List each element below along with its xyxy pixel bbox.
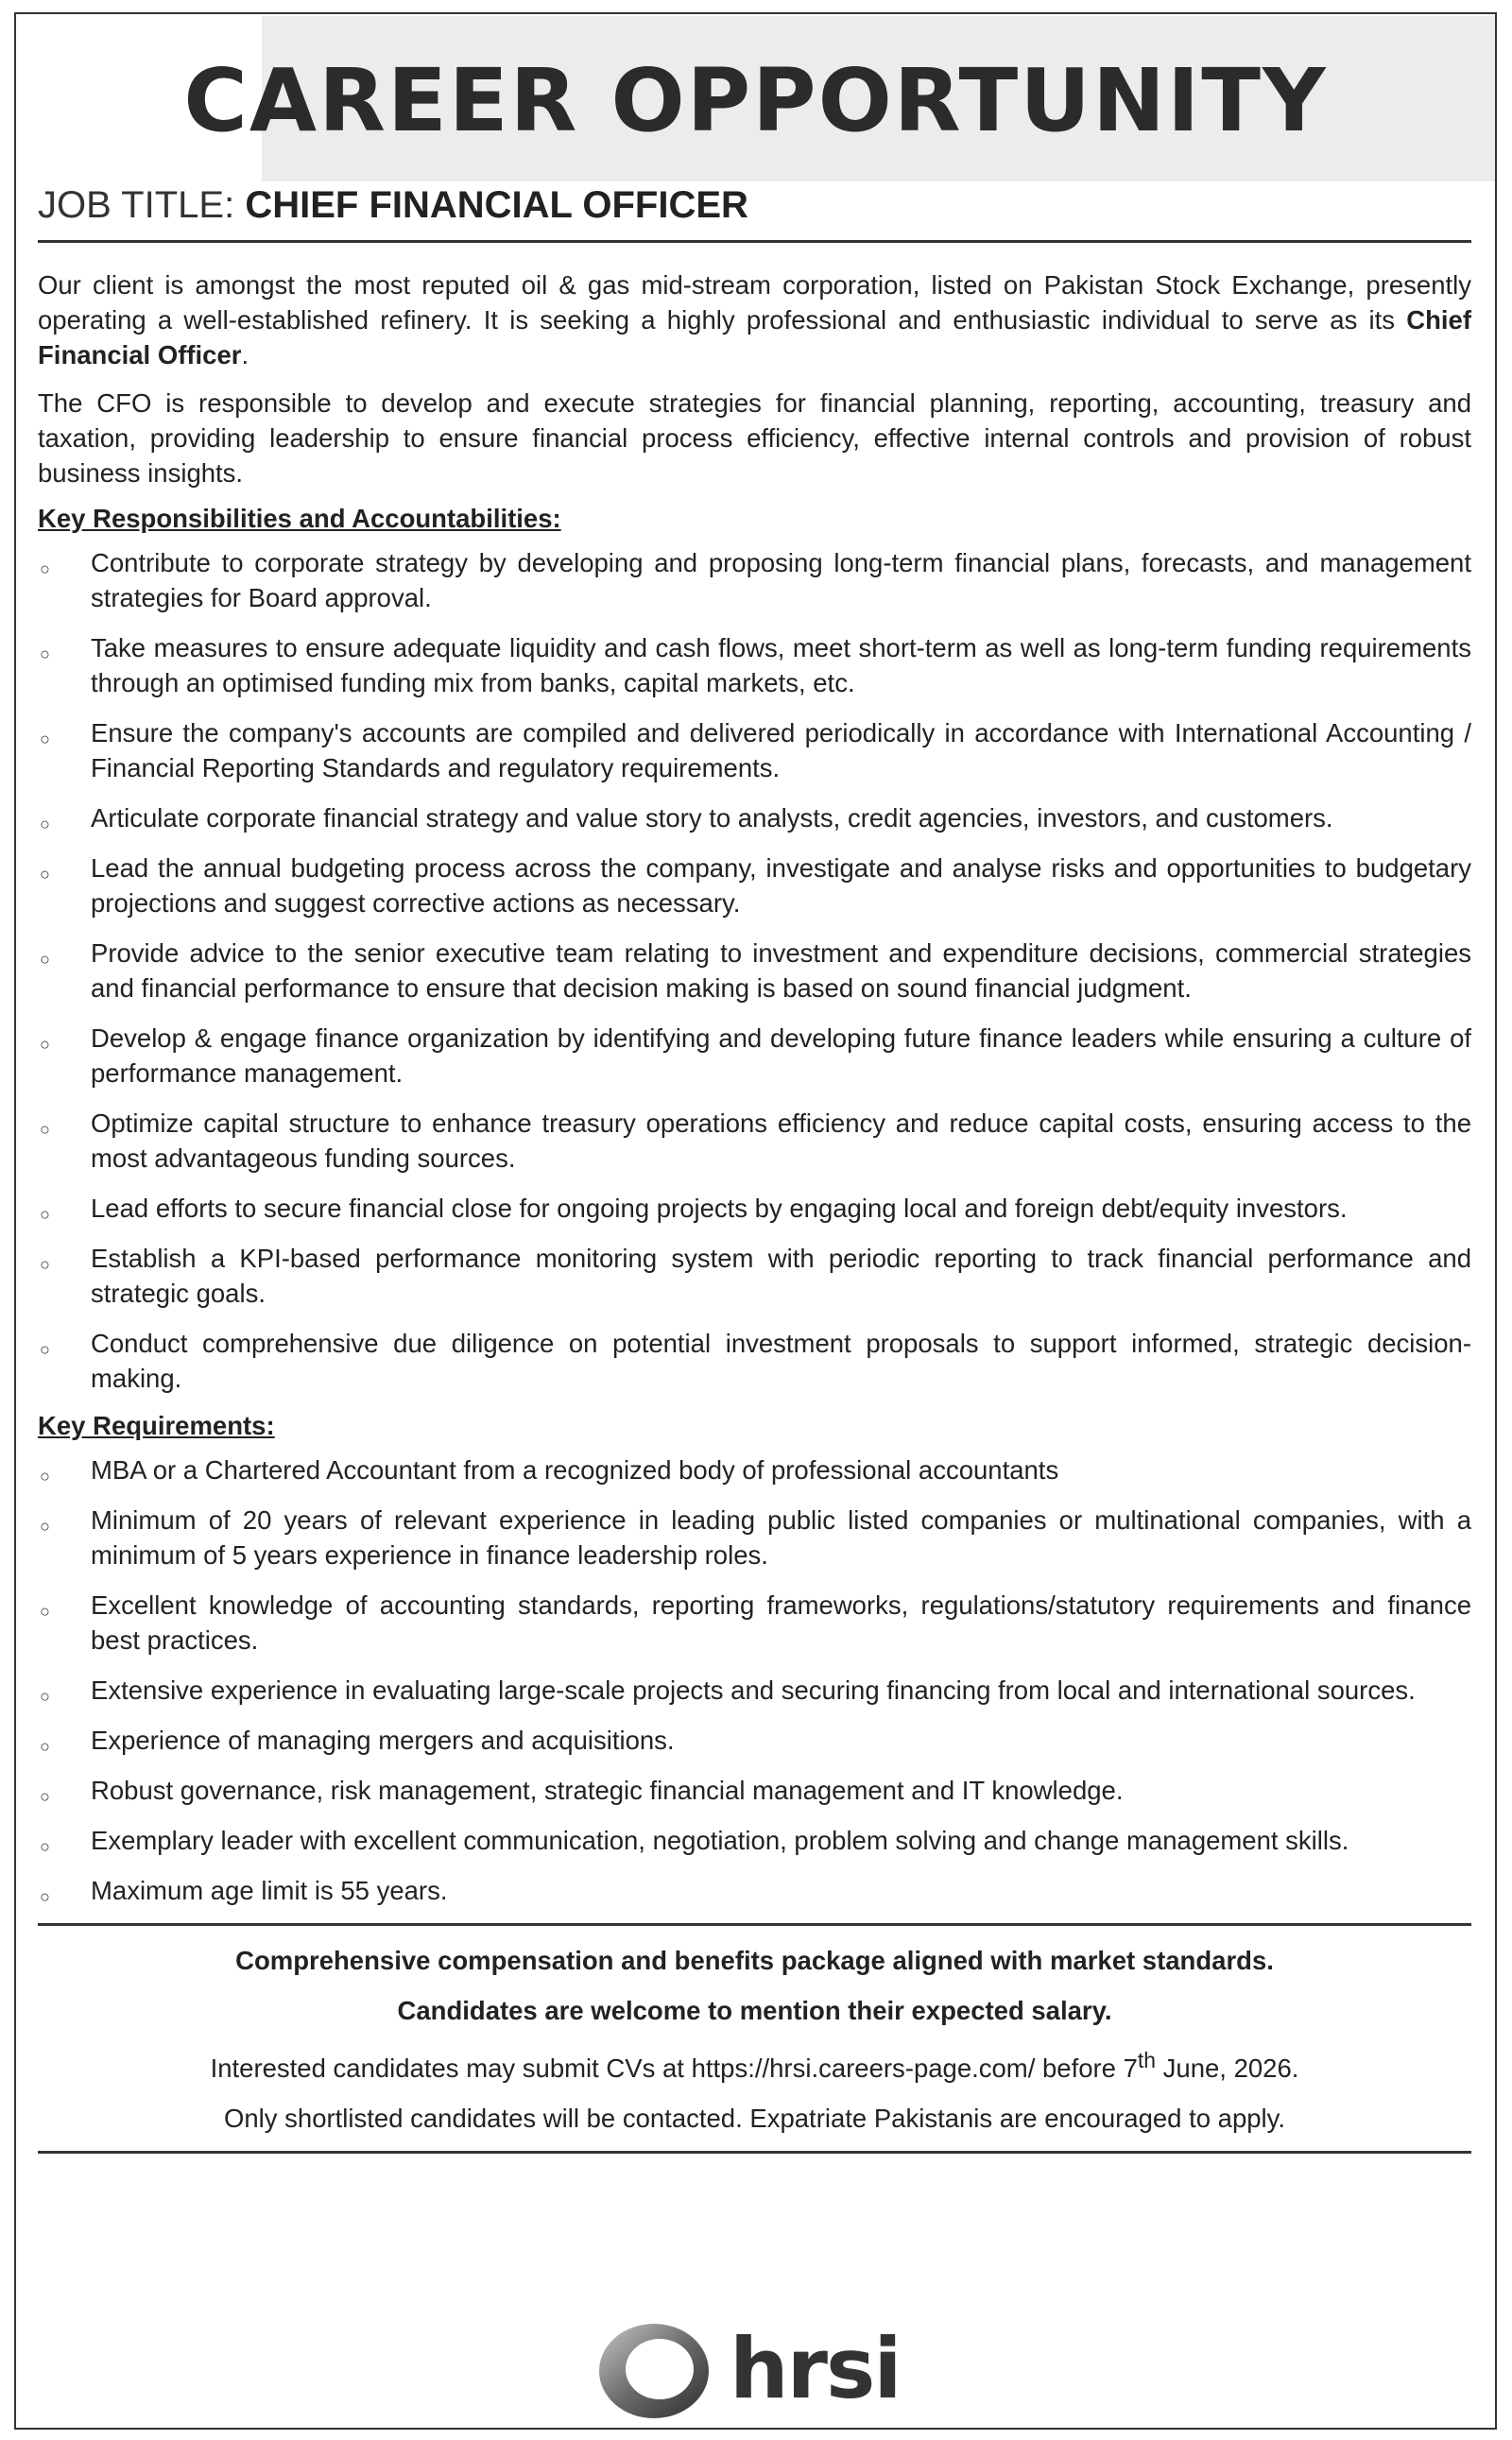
shortlist-note: Only shortlisted candidates will be contacted. Expatriate Pakistanis are encouraged to apply. [223,2104,1286,2134]
cfo-description: The CFO is responsible to develop and execute strategies for financial planning, reporting, accounting, treasury and taxation, providing leadership to ensure financial process efficiency, effective internal controls and provision of robust business insights. [38,388,1471,488]
responsibility-item [38,800,1471,835]
divider-bottom [38,2151,1471,2154]
requirement-item [38,1452,1471,1487]
responsibility-item [38,936,1471,1005]
requirement-item [38,1823,1471,1858]
deadline-sup: th [1137,2048,1157,2072]
requirement-text: Exemplary leader with excellent communication, negotiation, problem solving and change management skills. [91,1826,1349,1855]
responsibility-text: Lead the annual budgeting process across the company, investigate and analyse risks and opportunities to budgetary projections and suggest corrective actions as necessary. [91,853,1471,918]
bullet-icon: ○ [40,1517,50,1536]
requirement-text: Experience of managing mergers and acquisitions. [91,1726,675,1755]
responsibility-text: Optimize capital structure to enhance treasury operations efficiency and reduce capital costs, ensuring access to the most advantageous funding sources. [91,1108,1471,1173]
closing-section [38,1943,1471,2136]
responsibility-item [38,715,1471,785]
bullet-icon: ○ [40,730,50,748]
hrsi-logo [588,2312,928,2426]
responsibility-text: Provide advice to the senior executive team relating to investment and expenditure decisions, commercial strategies and financial performance to ensure that decision making is based on sound financial judgment. [91,938,1471,1003]
responsibility-text: Establish a KPI-based performance monitoring system with periodic reporting to track financial performance and strategic goals. [91,1244,1471,1308]
job-title-label: JOB TITLE: [38,184,235,226]
divider [38,1923,1471,1926]
bullet-icon: ○ [40,815,50,833]
requirement-text: Excellent knowledge of accounting standards, reporting frameworks, regulations/statutory requirements and finance best practices. [91,1590,1471,1655]
bullet-icon: ○ [40,1737,50,1756]
requirement-text: Robust governance, risk management, strategic financial management and IT knowledge. [91,1776,1124,1805]
requirement-text: Minimum of 20 years of relevant experience in leading public listed companies or multinational companies, with a minimum of 5 years experience in finance leadership roles. [91,1505,1471,1570]
bullet-icon: ○ [40,1205,50,1224]
responsibilities-list [38,545,1471,1396]
deadline-text: before 7 [1035,2053,1138,2084]
responsibility-text: Contribute to corporate strategy by developing and proposing long-term financial plans, forecasts, and management strategies for Board approval. [91,548,1471,612]
responsibility-text: Ensure the company's accounts are compiled and delivered periodically in accordance with International Accounting / Financial Reporting Standards and regulatory requirements. [91,718,1471,782]
page-title: CAREER OPPORTUNITY [183,50,1328,151]
application-note [38,2043,1471,2086]
requirement-item [38,1773,1471,1808]
requirements-heading: Key Requirements: [38,1411,275,1440]
responsibility-text: Lead efforts to secure financial close for ongoing projects by engaging local and foreign debt/equity investors. [91,1194,1348,1223]
bullet-icon: ○ [40,1837,50,1856]
careers-link[interactable]: https://hrsi.careers-page.com/ [691,2053,1036,2084]
responsibility-text: Take measures to ensure adequate liquidity and cash flows, meet short-term as well as long-term funding requirements through an optimised funding mix from banks, capital markets, etc. [91,633,1471,697]
intro-role: Chief Financial Officer [38,305,1471,369]
bullet-icon: ○ [40,1467,50,1486]
intro-paragraph [38,267,1471,372]
bullet-icon: ○ [40,1035,50,1054]
requirement-text: MBA or a Chartered Accountant from a recognized body of professional accountants [91,1455,1059,1485]
responsibility-text: Articulate corporate financial strategy and value story to analysts, credit agencies, investors, and customers. [91,803,1333,833]
requirement-item [38,1588,1471,1658]
application-text: Interested candidates may submit CVs at [210,2053,692,2084]
bullet-icon: ○ [40,1602,50,1621]
requirement-item [38,1503,1471,1572]
bullet-icon: ○ [40,559,50,578]
bullet-icon: ○ [40,1340,50,1359]
bullet-icon: ○ [40,1887,50,1906]
job-title [38,184,1471,243]
compensation-note: Comprehensive compensation and benefits package aligned with market standards. [235,1946,1274,1975]
responsibility-item [38,1191,1471,1226]
intro-text: Our client is amongst the most reputed oil & gas mid-stream corporation, listed on Pakistan Stock Exchange, presently operating a well-established refinery. It is seeking a highly professional and enthusiastic individual to serve as its [38,270,1471,335]
responsibility-item [38,1021,1471,1091]
responsibility-text: Conduct comprehensive due diligence on potential investment proposals to support informed, strategic decision-making. [91,1329,1471,1393]
bullet-icon: ○ [40,1787,50,1806]
salary-note: Candidates are welcome to mention their expected salary. [397,1996,1112,2025]
requirement-item [38,1873,1471,1908]
responsibility-item [38,1241,1471,1311]
requirement-text: Maximum age limit is 55 years. [91,1876,448,1905]
bullet-icon: ○ [40,1687,50,1706]
content [38,184,1471,2171]
requirement-text: Extensive experience in evaluating large-scale projects and securing financing from local and international sources. [91,1675,1416,1705]
job-title-value: CHIEF FINANCIAL OFFICER [245,184,748,226]
deadline-date: June, 2026. [1156,2053,1299,2084]
requirement-item [38,1673,1471,1708]
bullet-icon: ○ [40,644,50,663]
requirement-item [38,1723,1471,1758]
responsibility-item [38,630,1471,700]
bullet-icon: ○ [40,950,50,969]
intro-end: . [241,340,249,369]
responsibility-text: Develop & engage finance organization by identifying and developing future finance leaders while ensuring a culture of performance management. [91,1023,1471,1088]
responsibility-item [38,1106,1471,1176]
responsibility-item [38,1326,1471,1396]
responsibility-item [38,545,1471,615]
responsibility-item [38,851,1471,920]
logo-text: hrsi [730,2320,901,2417]
bullet-icon: ○ [40,1120,50,1139]
bullet-icon: ○ [40,1255,50,1274]
hrsi-ring-icon [588,2312,720,2426]
responsibilities-heading: Key Responsibilities and Accountabilities: [38,504,561,533]
requirements-list [38,1452,1471,1908]
bullet-icon: ○ [40,865,50,884]
